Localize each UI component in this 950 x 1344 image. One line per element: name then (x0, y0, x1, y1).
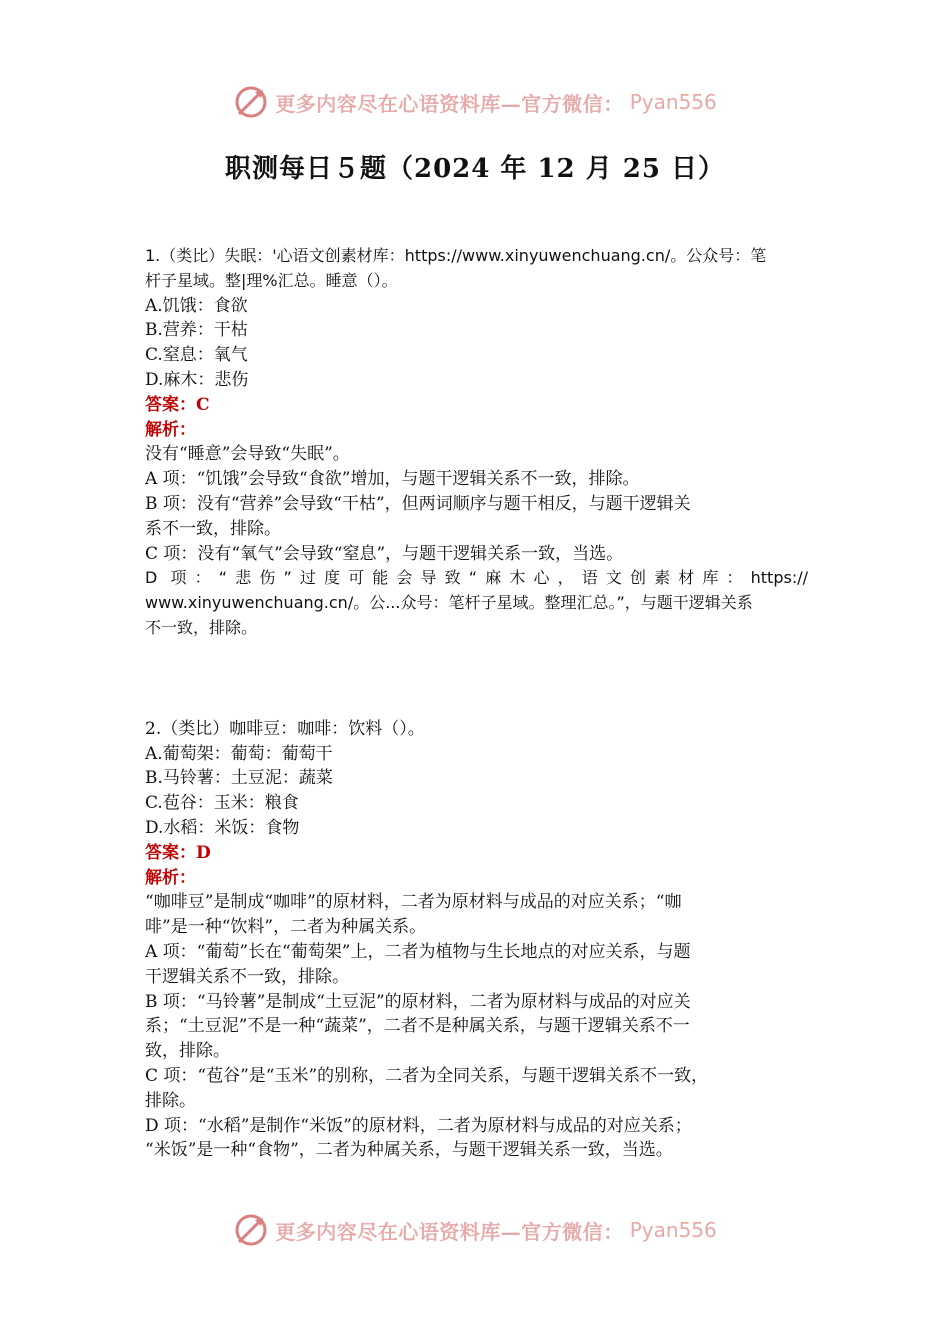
q2-analysis-line: B 项：“马铃薯”是制成“土豆泥”的原材料，二者为原材料与成品的对应关 (145, 991, 691, 1012)
pen-logo-icon (233, 1212, 269, 1248)
q1-answer: 答案：C (145, 394, 210, 415)
q2-analysis-line: D 项：“水稻”是制作“米饭”的原材料，二者为原材料与成品的对应关系； (145, 1115, 692, 1136)
q1-stem-line1: 1.（类比）失眠：'心语文创素材库：https://www.xinyuwenchuang.cn/。公众号：笔 (145, 246, 767, 265)
q1-analysis-line: C 项：没有“氧气”会导致“窒息”，与题干逻辑关系一致，当选。 (145, 543, 624, 564)
q1-analysis-d-line2: www.xinyuwenchuang.cn/。公...众号：笔杆子星域。整理汇总。”，与题干逻辑关系 (145, 593, 753, 613)
q2-stem: 2.（类比）咖啡豆：咖啡：饮料（）。 (145, 718, 425, 739)
banner-wechat-id: Pyan556 (629, 90, 717, 114)
q1-stem-line2: 杆子星域。整|理%汇总。睡意（）。 (145, 270, 398, 290)
banner-text: 更多内容尽在心语资料库—官方微信： (275, 1219, 624, 1244)
q2-option-a: A.葡萄架：葡萄：葡萄干 (145, 743, 333, 764)
q1-analysis-line: B 项：没有“营养”会导致“干枯”，但两词顺序与题干相反，与题干逻辑关 (145, 493, 691, 514)
banner-text: 更多内容尽在心语资料库—官方微信： (275, 91, 624, 116)
q2-analysis-line: C 项：“苞谷”是“玉米”的别称，二者为全同关系，与题干逻辑关系不一致， (145, 1065, 709, 1086)
q2-analysis-line: 啡”是一种“饮料”，二者为种属关系。 (145, 917, 427, 938)
q1-option-c: C.窒息：氧气 (145, 345, 248, 366)
q1-analysis-d-line3: 不一致，排除。 (145, 617, 258, 637)
q1-analysis-line: 系不一致，排除。 (145, 518, 281, 539)
q1-analysis-d-line1: D 项：“悲伤”过度可能会导致“麻木心，语文创素材库：https:// (145, 568, 808, 588)
header-banner (0, 82, 950, 122)
q2-analysis-line: 致，排除。 (145, 1041, 230, 1062)
pen-logo-icon (233, 84, 269, 120)
q2-analysis-line: 系；“土豆泥”不是一种“蔬菜”，二者不是种属关系，与题干逻辑关系不一 (145, 1016, 690, 1037)
document-body (145, 244, 808, 1163)
q2-analysis-line: “米饭”是一种“食物”，二者为种属关系，与题干逻辑关系一致，当选。 (145, 1140, 673, 1161)
q1-analysis-line: 没有“睡意”会导致“失眠”。 (145, 444, 350, 465)
q2-answer: 答案：D (145, 842, 211, 863)
q2-analysis-line: A 项：“葡萄”长在“葡萄架”上，二者为植物与生长地点的对应关系，与题 (145, 941, 691, 962)
q2-analysis-line: 干逻辑关系不一致，排除。 (145, 966, 349, 987)
q1-analysis-label: 解析： (145, 419, 196, 440)
page-title: 职测每日５题（2024 年 12 月 25 日） (225, 154, 725, 184)
q2-analysis-label: 解析： (145, 867, 196, 888)
q2-option-c: C.苞谷：玉米：粮食 (145, 793, 299, 814)
footer-banner (0, 1210, 950, 1250)
q2-option-b: B.马铃薯：土豆泥：蔬菜 (145, 768, 333, 789)
banner-wechat-id: Pyan556 (629, 1218, 717, 1242)
q1-option-d: D.麻木：悲伤 (145, 369, 249, 390)
q2-analysis-line: 排除。 (145, 1090, 196, 1111)
q1-option-b: B.营养：干枯 (145, 320, 248, 341)
q1-option-a: A.饥饿：食欲 (145, 295, 248, 316)
q2-analysis-line: “咖啡豆”是制成“咖啡”的原材料，二者为原材料与成品的对应关系；“咖 (145, 892, 682, 913)
q1-analysis-line: A 项：“饥饿”会导致“食欲”增加，与题干逻辑关系不一致，排除。 (145, 469, 640, 490)
q2-option-d: D.水稻：米饭：食物 (145, 817, 300, 838)
